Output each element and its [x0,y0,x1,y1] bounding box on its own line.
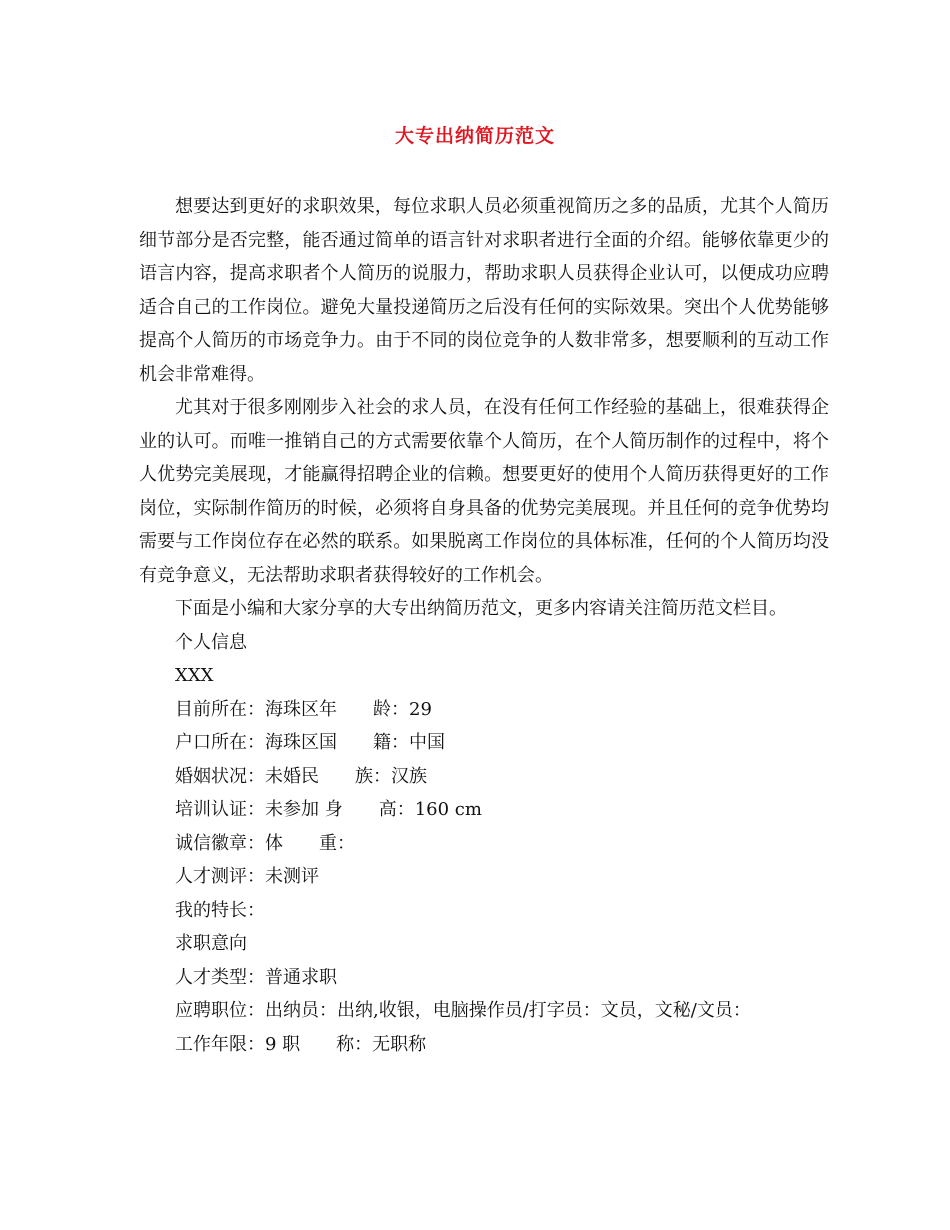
intro-paragraph-1: 想要达到更好的求职效果，每位求职人员必须重视简历之多的品质，尤其个人简历细节部分是否完整，能否通过简单的语言针对求职者进行全面的介绍。能够依靠更少的语言内容，提高求职者个人简历的说服力，帮助求职人员获得企业认可，以便成功应聘适合自己的工作岗位。避免大量投递简历之后没有任何的实际效果。突出个人优势能够提高个人简历的市场竞争力。由于不同的岗位竞争的人数非常多，想要顺利的互动工作机会非常难得。 [139,196,829,385]
info-line-training-height: 培训认证：未参加 身 高：160 cm [175,799,482,820]
name-field: XXX [175,665,214,686]
info-line-talent-type: 人才类型：普通求职 [175,966,337,988]
info-line-position: 应聘职位：出纳员：出纳,收银，电脑操作员/打字员：文员，文秘/文员： [175,1000,751,1021]
info-line-assessment: 人才测评：未测评 [175,866,319,887]
document-title: 大专出纳简历范文 [394,125,555,147]
info-line-hukou-nationality: 户口所在：海珠区国 籍：中国 [175,732,445,753]
document-body [139,190,829,1061]
info-line-location-age: 目前所在：海珠区年 龄：29 [175,698,432,720]
section-heading-personal-info: 个人信息 [175,631,247,653]
info-line-specialty: 我的特长： [175,899,265,921]
intro-paragraph-2: 尤其对于很多刚刚步入社会的求人员，在没有任何工作经验的基础上，很难获得企业的认可。而唯一推销自己的方式需要依靠个人简历，在个人简历制作的过程中，将个人优势完美展现，才能赢得招聘企业的信赖。想要更好的使用个人简历获得更好的工作岗位，实际制作简历的时候，必须将自身具备的优势完美展现。并且任何的竞争优势均需要与工作岗位存在必然的联系。如果脱离工作岗位的具体标准，任何的个人简历均没有竞争意义，无法帮助求职者获得较好的工作机会。 [139,397,829,586]
info-line-marital-ethnicity: 婚姻状况：未婚民 族：汉族 [175,765,427,787]
info-line-badge-weight: 诚信徽章：体 重： [175,832,355,854]
share-note: 下面是小编和大家分享的大专出纳简历范文，更多内容请关注简历范文栏目。 [175,598,787,619]
section-heading-job-intention: 求职意向 [175,933,247,954]
info-line-experience-title: 工作年限：9 职 称：无职称 [175,1033,427,1055]
